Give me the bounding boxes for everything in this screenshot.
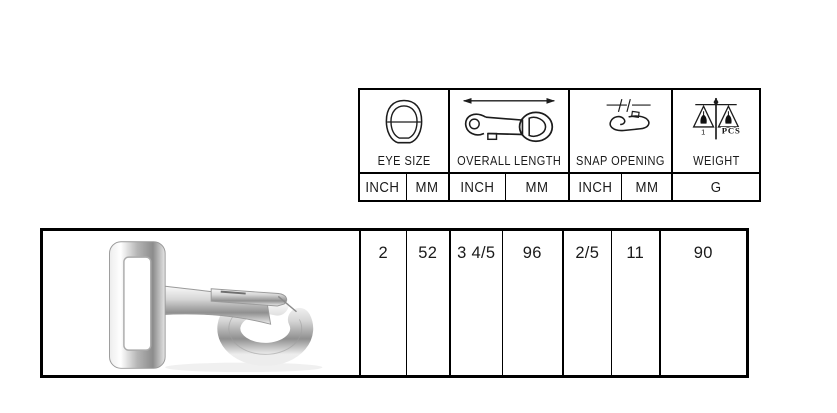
column-label-overall-length: OVERALL LENGTH	[457, 154, 562, 168]
column-label-weight: WEIGHT	[693, 154, 740, 168]
column-label-eye-size: EYE SIZE	[377, 154, 431, 168]
overall-length-header-cell	[449, 89, 569, 173]
value-eye-mm: 52	[407, 230, 450, 377]
snap-hook-photo	[95, 236, 335, 376]
unit-snap-inch: INCH	[569, 173, 621, 201]
product-image-cell	[42, 230, 360, 377]
spec-header-table	[358, 88, 761, 202]
spec-data-table	[40, 228, 749, 378]
weight-right-pan-label: PCS	[722, 125, 742, 136]
value-weight-g: 90	[660, 230, 748, 377]
value-snap-inch: 2/5	[563, 230, 612, 377]
weight-left-pan-label: 1	[701, 127, 706, 137]
unit-length-mm: MM	[505, 173, 569, 201]
overall-length-icon	[459, 94, 559, 150]
value-snap-mm: 11	[612, 230, 660, 377]
table-row	[42, 230, 748, 377]
unit-snap-mm: MM	[621, 173, 672, 201]
snap-opening-header-cell	[569, 89, 672, 173]
unit-weight-g: G	[672, 173, 760, 201]
unit-length-inch: INCH	[449, 173, 505, 201]
value-length-inch: 3 4/5	[450, 230, 503, 377]
eye-size-icon	[381, 98, 427, 146]
snap-opening-icon	[588, 97, 654, 147]
value-eye-inch: 2	[360, 230, 407, 377]
unit-eye-inch: INCH	[359, 173, 406, 201]
unit-eye-mm: MM	[406, 173, 449, 201]
column-label-snap-opening: SNAP OPENING	[576, 154, 666, 168]
eye-size-header-cell	[359, 89, 449, 173]
weight-header-cell	[672, 89, 760, 173]
value-length-mm: 96	[503, 230, 563, 377]
weight-scale-icon	[687, 96, 745, 148]
